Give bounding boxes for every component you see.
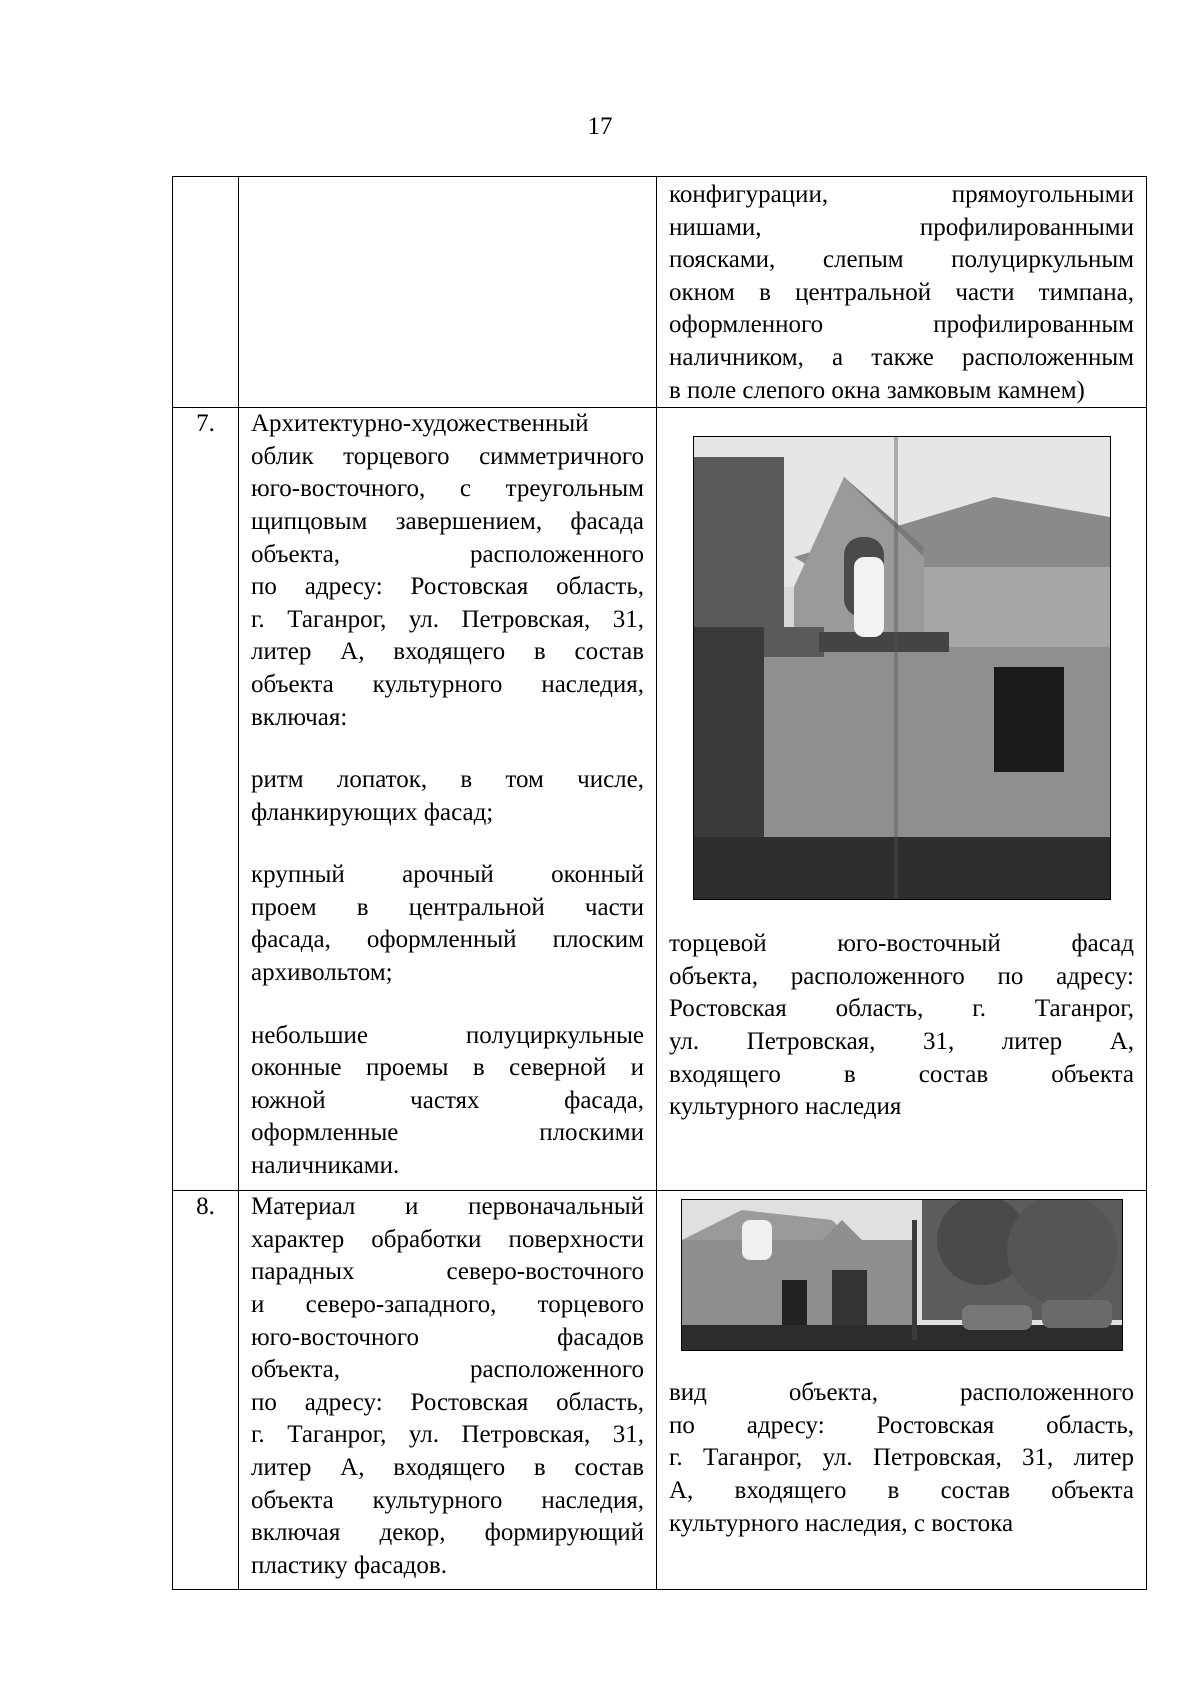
text-line: ритм лопаток, в том числе, [251,766,644,794]
illustration-cell [657,177,1147,408]
caption-line: входящего в состав объекта [669,1060,1134,1088]
text-line: по адресу: Ростовская область, [251,1388,644,1416]
caption-line: ул. Петровская, 31, литер А, [669,1027,1134,1055]
caption-line: Ростовская область, г. Таганрог, [669,995,1134,1023]
description-cell [239,408,657,1191]
text-line: проем в центральной части [251,893,644,921]
heritage-table [172,176,1147,1590]
text-line: характер обработки поверхности [251,1225,644,1253]
caption-line: культурного наследия [669,1093,902,1121]
facade-photo [693,436,1111,900]
row-number-cell: 7. [173,408,239,1191]
text-line: г. Таганрог, ул. Петровская, 31, [251,605,644,633]
continuation-line: конфигурации, прямоугольными [669,181,1134,208]
text-line: объекта, расположенного [251,540,644,568]
table-row [173,408,1147,1191]
row-number-cell: 8. [173,1191,239,1590]
text-line: парадных северо-восточного [251,1258,644,1286]
continuation-line: окном в центральной части тимпана, [669,278,1134,306]
continuation-line: поясками, слепым полуциркульным [669,246,1134,274]
text-line: фланкирующих фасад; [251,798,494,826]
text-line: крупный арочный оконный [251,861,644,889]
caption-line: А, входящего в состав объекта [669,1476,1134,1504]
text-line: литер А, входящего в состав [251,638,644,666]
caption-line: по адресу: Ростовская область, [669,1411,1134,1439]
text-line: облик торцевого симметричного [251,442,644,470]
text-line: архивольтом; [251,959,393,987]
text-line: Архитектурно-художественный [251,410,589,438]
continuation-line: наличником, а также расположенным [669,343,1134,371]
text-line: наличниками. [251,1152,400,1180]
text-line: пластику фасадов. [251,1551,447,1579]
description-cell [239,177,657,408]
text-line: оконные проемы в северной и [251,1054,644,1082]
illustration-cell [657,1191,1147,1590]
table-row [173,177,1147,408]
caption-line: объекта, расположенного по адресу: [669,962,1134,990]
text-line: юго-восточного фасадов [251,1323,644,1351]
caption-line: вид объекта, расположенного [669,1379,1134,1407]
text-line: г. Таганрог, ул. Петровская, 31, [251,1421,644,1449]
text-line: юго-восточного, с треугольным [251,475,644,503]
text-line: объекта культурного наследия, [251,670,644,698]
east-view-photo [681,1199,1123,1351]
description-paragraph [251,764,644,829]
description-paragraph [251,408,644,734]
caption-line: торцевой юго-восточный фасад [669,930,1134,958]
text-line: южной частях фасада, [251,1086,644,1114]
description-cell [239,1191,657,1590]
text-line: небольшие полуциркульные [251,1021,644,1049]
illustration-cell [657,408,1147,1191]
continuation-line: в поле слепого окна замковым камнем) [669,376,1085,404]
text-line: фасада, оформленный плоским [251,926,644,954]
caption-line: культурного наследия, с востока [669,1509,1014,1537]
caption-line: г. Таганрог, ул. Петровская, 31, литер [669,1444,1134,1472]
text-line: включая декор, формирующий [251,1519,644,1547]
text-line: и северо-западного, торцевого [251,1290,644,1318]
description-paragraph [251,1020,644,1183]
description-paragraph [251,859,644,989]
text-line: литер А, входящего в состав [251,1453,644,1481]
text-line: щипцовым завершением, фасада [251,507,644,535]
text-line: по адресу: Ростовская область, [251,573,644,601]
text-line: оформленные плоскими [251,1119,644,1147]
text-line: объекта культурного наследия, [251,1486,644,1514]
table-row [173,1191,1147,1590]
continuation-line: оформленного профилированным [669,311,1134,339]
text-line: объекта, расположенного [251,1356,644,1384]
row-number-cell [173,177,239,408]
page-number: 17 [587,113,613,140]
text-line: Материал и первоначальный [251,1193,644,1221]
text-line: включая: [251,703,348,731]
continuation-line: нишами, профилированными [669,213,1134,241]
